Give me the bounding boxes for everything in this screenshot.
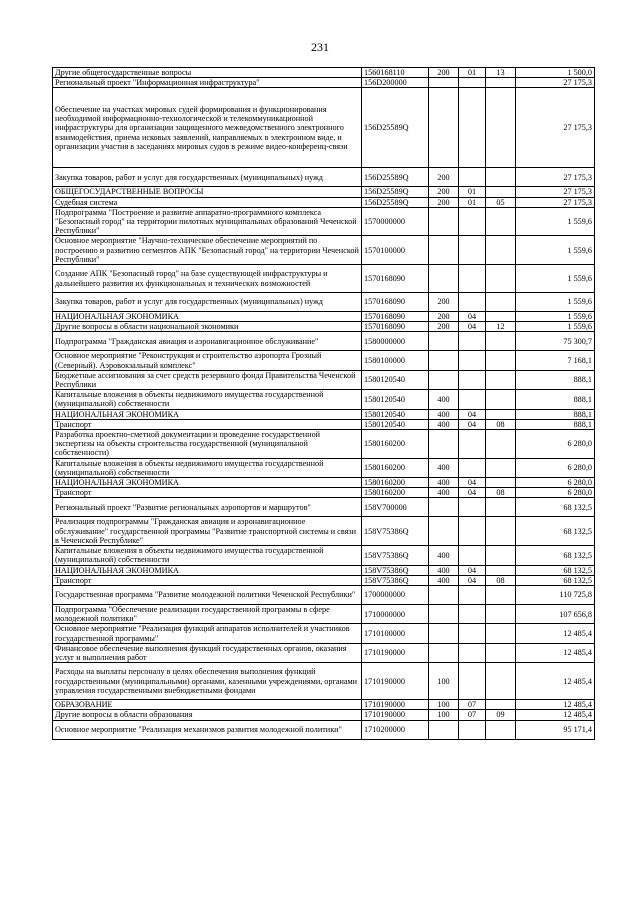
row-subsection (486, 458, 516, 477)
table-row (53, 409, 595, 419)
row-expense-type: 200 (429, 322, 459, 332)
row-subsection (486, 663, 516, 700)
row-name: Расходы на выплаты персоналу в целях обеспечения выполнения функций государственными (муниципальными) органами, казенными учреждениями, органами управления государственными внебюджетными фондами (53, 663, 362, 700)
row-amount: 12 485,4 (516, 624, 595, 643)
row-name: Подпрограмма "Построение и развитие аппаратно-программного комплекса "Безопасный город" на территории пилотных муниципальных образований Чеченской Республики" (53, 207, 362, 236)
row-name: Капитальные вложения в объекты недвижимого имущества государственной (муниципальной) собственности (53, 458, 362, 477)
table-row (53, 458, 595, 477)
row-name: Другие общегосударственные вопросы (53, 68, 362, 78)
row-section (459, 604, 486, 623)
row-subsection (486, 78, 516, 88)
row-amount: 12 485,4 (516, 710, 595, 720)
table-row (53, 430, 595, 459)
row-name: Транспорт (53, 419, 362, 429)
table-row (53, 700, 595, 710)
row-expense-type (429, 720, 459, 739)
row-section: 04 (459, 575, 486, 585)
row-target-code: 156D25589Q (362, 88, 429, 168)
row-amount: 95 171,4 (516, 720, 595, 739)
row-name: Закупка товаров, работ и услуг для государственных (муниципальных) нужд (53, 293, 362, 312)
row-expense-type: 400 (429, 419, 459, 429)
row-section: 01 (459, 68, 486, 78)
row-section (459, 168, 486, 187)
row-section: 04 (459, 409, 486, 419)
row-name: Реализация подпрограммы "Гражданская авиация и аэронавигационное обслуживание" государственной программы "Развитие транспортной системы и связи в Чеченской Республике" (53, 517, 362, 546)
row-section: 07 (459, 710, 486, 720)
row-name: Другие вопросы в области национальной экономики (53, 322, 362, 332)
row-expense-type (429, 236, 459, 265)
row-amount: 888,1 (516, 370, 595, 389)
row-target-code: 156D25589Q (362, 168, 429, 187)
row-amount: 888,1 (516, 409, 595, 419)
row-subsection (486, 207, 516, 236)
row-amount: 27 175,3 (516, 168, 595, 187)
table-row (53, 312, 595, 322)
row-subsection (486, 624, 516, 643)
row-target-code: 1580160200 (362, 488, 429, 498)
row-target-code: 1710100000 (362, 624, 429, 643)
row-target-code: 1580120540 (362, 419, 429, 429)
row-subsection (486, 168, 516, 187)
row-name: Подпрограмма "Гражданская авиация и аэронавигационное обслуживание" (53, 332, 362, 351)
row-name: Основное мероприятие "Реализация механизмов развития молодежной политики" (53, 720, 362, 739)
row-expense-type (429, 604, 459, 623)
table-row (53, 322, 595, 332)
row-expense-type: 400 (429, 409, 459, 419)
row-target-code: 156D200000 (362, 78, 429, 88)
row-section (459, 585, 486, 604)
row-name: Региональный проект "Информационная инфраструктура" (53, 78, 362, 88)
row-amount: 6 280,0 (516, 478, 595, 488)
row-section: 04 (459, 322, 486, 332)
row-name: Бюджетные ассигнования за счет средств резервного фонда Правительства Чеченской Республики (53, 370, 362, 389)
row-expense-type: 200 (429, 68, 459, 78)
row-amount: 27 175,3 (516, 197, 595, 207)
table-row (53, 604, 595, 623)
row-amount: 1 559,6 (516, 207, 595, 236)
row-name: Основное мероприятие "Реконструкция и строительство аэропорта Грозный (Северный). Аэровокзальный комплекс" (53, 351, 362, 370)
row-target-code: 158V75386Q (362, 565, 429, 575)
row-amount: 27 175,3 (516, 88, 595, 168)
table-row (53, 488, 595, 498)
row-subsection (486, 720, 516, 739)
table-row (53, 370, 595, 389)
row-section (459, 78, 486, 88)
table-row (53, 546, 595, 565)
row-section: 04 (459, 565, 486, 575)
row-amount: 110 725,8 (516, 585, 595, 604)
table-row (53, 332, 595, 351)
row-amount: 1 559,6 (516, 265, 595, 293)
row-subsection (486, 430, 516, 459)
row-amount: 75 300,7 (516, 332, 595, 351)
row-subsection: 08 (486, 488, 516, 498)
row-expense-type: 400 (429, 488, 459, 498)
row-section (459, 517, 486, 546)
row-subsection (486, 700, 516, 710)
row-section (459, 265, 486, 293)
row-amount: 68 132,5 (516, 498, 595, 517)
row-expense-type (429, 430, 459, 459)
row-subsection (486, 187, 516, 197)
row-section: 07 (459, 700, 486, 710)
row-target-code: 1580160200 (362, 458, 429, 477)
row-target-code: 156D25589Q (362, 197, 429, 207)
row-section (459, 720, 486, 739)
row-expense-type (429, 265, 459, 293)
row-subsection (486, 585, 516, 604)
row-subsection (486, 409, 516, 419)
row-amount: 7 168,1 (516, 351, 595, 370)
table-row (53, 78, 595, 88)
row-section (459, 370, 486, 389)
table-row (53, 565, 595, 575)
row-subsection (486, 643, 516, 662)
table-row (53, 265, 595, 293)
row-subsection (486, 604, 516, 623)
row-subsection: 12 (486, 322, 516, 332)
row-target-code: 1570168090 (362, 322, 429, 332)
budget-table (52, 67, 595, 740)
row-expense-type (429, 78, 459, 88)
table-row (53, 419, 595, 429)
row-expense-type: 200 (429, 168, 459, 187)
row-name: Капитальные вложения в объекты недвижимого имущества государственной (муниципальной) собственности (53, 390, 362, 409)
row-subsection: 05 (486, 197, 516, 207)
row-target-code: 1570168090 (362, 265, 429, 293)
row-section (459, 293, 486, 312)
row-target-code: 158V75386Q (362, 575, 429, 585)
row-name: Другие вопросы в области образования (53, 710, 362, 720)
row-amount: 1 559,6 (516, 293, 595, 312)
row-subsection (486, 293, 516, 312)
row-expense-type (429, 517, 459, 546)
table-row (53, 517, 595, 546)
row-section (459, 430, 486, 459)
row-target-code: 1710000000 (362, 604, 429, 623)
row-name: Создание АПК "Безопасный город" на базе существующей инфраструктуры и дальнейшего развития их функциональных и технических возможностей (53, 265, 362, 293)
table-row (53, 720, 595, 739)
row-subsection (486, 265, 516, 293)
row-target-code: 158V75386Q (362, 517, 429, 546)
row-amount: 27 175,3 (516, 187, 595, 197)
row-target-code: 1580120540 (362, 370, 429, 389)
row-target-code: 1580100000 (362, 351, 429, 370)
row-subsection: 09 (486, 710, 516, 720)
row-expense-type (429, 332, 459, 351)
row-target-code: 1580000000 (362, 332, 429, 351)
row-amount: 6 280,0 (516, 430, 595, 459)
page-number: 231 (311, 40, 329, 54)
row-amount: 68 132,5 (516, 546, 595, 565)
row-expense-type (429, 351, 459, 370)
row-amount: 888,1 (516, 419, 595, 429)
row-expense-type (429, 207, 459, 236)
row-target-code: 156D25589Q (362, 187, 429, 197)
row-target-code: 1570168090 (362, 312, 429, 322)
row-expense-type: 200 (429, 293, 459, 312)
table-row (53, 498, 595, 517)
row-section (459, 236, 486, 265)
row-section (459, 663, 486, 700)
row-amount: 68 132,5 (516, 517, 595, 546)
row-name: НАЦИОНАЛЬНАЯ ЭКОНОМИКА (53, 312, 362, 322)
row-target-code: 1710190000 (362, 663, 429, 700)
table-row (53, 575, 595, 585)
row-name: Основное мероприятие "Научно-техническое обеспечение мероприятий по построению и развитию сегментов АПК "Безопасный город" на территории Чеченской Республики" (53, 236, 362, 265)
table-row (53, 187, 595, 197)
row-expense-type (429, 88, 459, 168)
table-row (53, 478, 595, 488)
row-section: 04 (459, 478, 486, 488)
row-name: ОБЩЕГОСУДАРСТВЕННЫЕ ВОПРОСЫ (53, 187, 362, 197)
row-expense-type (429, 585, 459, 604)
row-name: Судебная система (53, 197, 362, 207)
row-expense-type: 200 (429, 197, 459, 207)
row-section (459, 546, 486, 565)
table-row (53, 710, 595, 720)
table-row (53, 351, 595, 370)
row-expense-type: 400 (429, 546, 459, 565)
row-amount: 68 132,5 (516, 575, 595, 585)
table-row (53, 68, 595, 78)
row-expense-type: 100 (429, 710, 459, 720)
row-expense-type: 100 (429, 700, 459, 710)
row-expense-type (429, 498, 459, 517)
row-subsection (486, 236, 516, 265)
row-expense-type: 400 (429, 478, 459, 488)
row-section: 01 (459, 187, 486, 197)
row-target-code: 1710190000 (362, 643, 429, 662)
table-row (53, 663, 595, 700)
row-target-code: 158V700000 (362, 498, 429, 517)
row-subsection: 13 (486, 68, 516, 78)
row-section (459, 643, 486, 662)
row-subsection (486, 546, 516, 565)
row-name: НАЦИОНАЛЬНАЯ ЭКОНОМИКА (53, 409, 362, 419)
row-target-code: 1570000000 (362, 207, 429, 236)
row-section (459, 207, 486, 236)
row-name: Государственная программа "Развитие молодежной политики Чеченской Республики" (53, 585, 362, 604)
row-subsection (486, 565, 516, 575)
row-amount: 12 485,4 (516, 643, 595, 662)
row-section: 04 (459, 312, 486, 322)
row-name: Обеспечение на участках мировых судей формирования и функционирования необходимой информационно-технологической и телекоммуникационной инфраструктуры для организации защищенного межведомственного электронного взаимодействия, приема исковых заявлений, направляемых в электронном виде, и организации участия в заседаниях мировых судов в режиме видео-конференц-связи (53, 88, 362, 168)
row-section (459, 351, 486, 370)
row-target-code: 1700000000 (362, 585, 429, 604)
row-target-code: 1580160200 (362, 478, 429, 488)
row-amount: 1 559,6 (516, 322, 595, 332)
row-name: Основное мероприятие "Реализация функций аппаратов исполнителей и участников государственной программы" (53, 624, 362, 643)
table-row (53, 168, 595, 187)
table-row (53, 293, 595, 312)
row-target-code: 1710200000 (362, 720, 429, 739)
row-name: Подпрограмма "Обеспечение реализации государственной программы в сфере молодежной политики" (53, 604, 362, 623)
row-target-code: 1580120540 (362, 390, 429, 409)
row-name: Региональный проект "Развитие региональных аэропортов и маршрутов" (53, 498, 362, 517)
row-expense-type: 200 (429, 187, 459, 197)
row-amount: 107 656,8 (516, 604, 595, 623)
row-expense-type: 400 (429, 565, 459, 575)
row-section (459, 88, 486, 168)
row-target-code: 1570100000 (362, 236, 429, 265)
row-expense-type: 400 (429, 575, 459, 585)
row-section (459, 624, 486, 643)
row-expense-type: 200 (429, 312, 459, 322)
row-subsection (486, 390, 516, 409)
table-row (53, 88, 595, 168)
row-subsection (486, 351, 516, 370)
row-section: 01 (459, 197, 486, 207)
row-amount: 6 280,0 (516, 488, 595, 498)
row-name: НАЦИОНАЛЬНАЯ ЭКОНОМИКА (53, 478, 362, 488)
row-target-code: 1570168090 (362, 293, 429, 312)
row-section (459, 390, 486, 409)
row-target-code: 1560168110 (362, 68, 429, 78)
row-name: ОБРАЗОВАНИЕ (53, 700, 362, 710)
row-subsection (486, 478, 516, 488)
row-subsection (486, 370, 516, 389)
table-row (53, 643, 595, 662)
table-row (53, 236, 595, 265)
table-row (53, 624, 595, 643)
row-expense-type (429, 643, 459, 662)
row-amount: 68 132,5 (516, 565, 595, 575)
table-row (53, 390, 595, 409)
row-amount: 27 175,3 (516, 78, 595, 88)
row-subsection (486, 88, 516, 168)
row-amount: 12 485,4 (516, 663, 595, 700)
row-section: 04 (459, 419, 486, 429)
row-amount: 888,1 (516, 390, 595, 409)
row-amount: 1 559,6 (516, 236, 595, 265)
row-subsection: 08 (486, 575, 516, 585)
row-target-code: 1580120540 (362, 409, 429, 419)
budget-table-body (53, 68, 595, 740)
row-section (459, 458, 486, 477)
row-subsection (486, 332, 516, 351)
table-row (53, 197, 595, 207)
row-subsection: 08 (486, 419, 516, 429)
table-row (53, 585, 595, 604)
row-name: Закупка товаров, работ и услуг для государственных (муниципальных) нужд (53, 168, 362, 187)
row-target-code: 1710190000 (362, 700, 429, 710)
row-name: Разработка проектно-сметной документации и проведение государственной экспертизы на объекты строительства государственной (муниципальной собственности) (53, 430, 362, 459)
row-name: Транспорт (53, 488, 362, 498)
row-target-code: 1710190000 (362, 710, 429, 720)
row-expense-type: 400 (429, 458, 459, 477)
row-name: НАЦИОНАЛЬНАЯ ЭКОНОМИКА (53, 565, 362, 575)
row-expense-type (429, 624, 459, 643)
row-amount: 12 485,4 (516, 700, 595, 710)
row-target-code: 158V75386Q (362, 546, 429, 565)
row-amount: 1 500,0 (516, 68, 595, 78)
row-section (459, 498, 486, 517)
row-subsection (486, 517, 516, 546)
row-name: Финансовое обеспечение выполнения функций государственных органов, оказания услуг и выполнения работ (53, 643, 362, 662)
row-subsection (486, 312, 516, 322)
row-expense-type: 400 (429, 390, 459, 409)
row-name: Транспорт (53, 575, 362, 585)
row-expense-type (429, 370, 459, 389)
row-expense-type: 100 (429, 663, 459, 700)
table-row (53, 207, 595, 236)
row-section (459, 332, 486, 351)
row-amount: 6 280,0 (516, 458, 595, 477)
row-target-code: 1580160200 (362, 430, 429, 459)
row-subsection (486, 498, 516, 517)
row-amount: 1 559,6 (516, 312, 595, 322)
row-name: Капитальные вложения в объекты недвижимого имущества государственной (муниципальной) собственности (53, 546, 362, 565)
row-section: 04 (459, 488, 486, 498)
